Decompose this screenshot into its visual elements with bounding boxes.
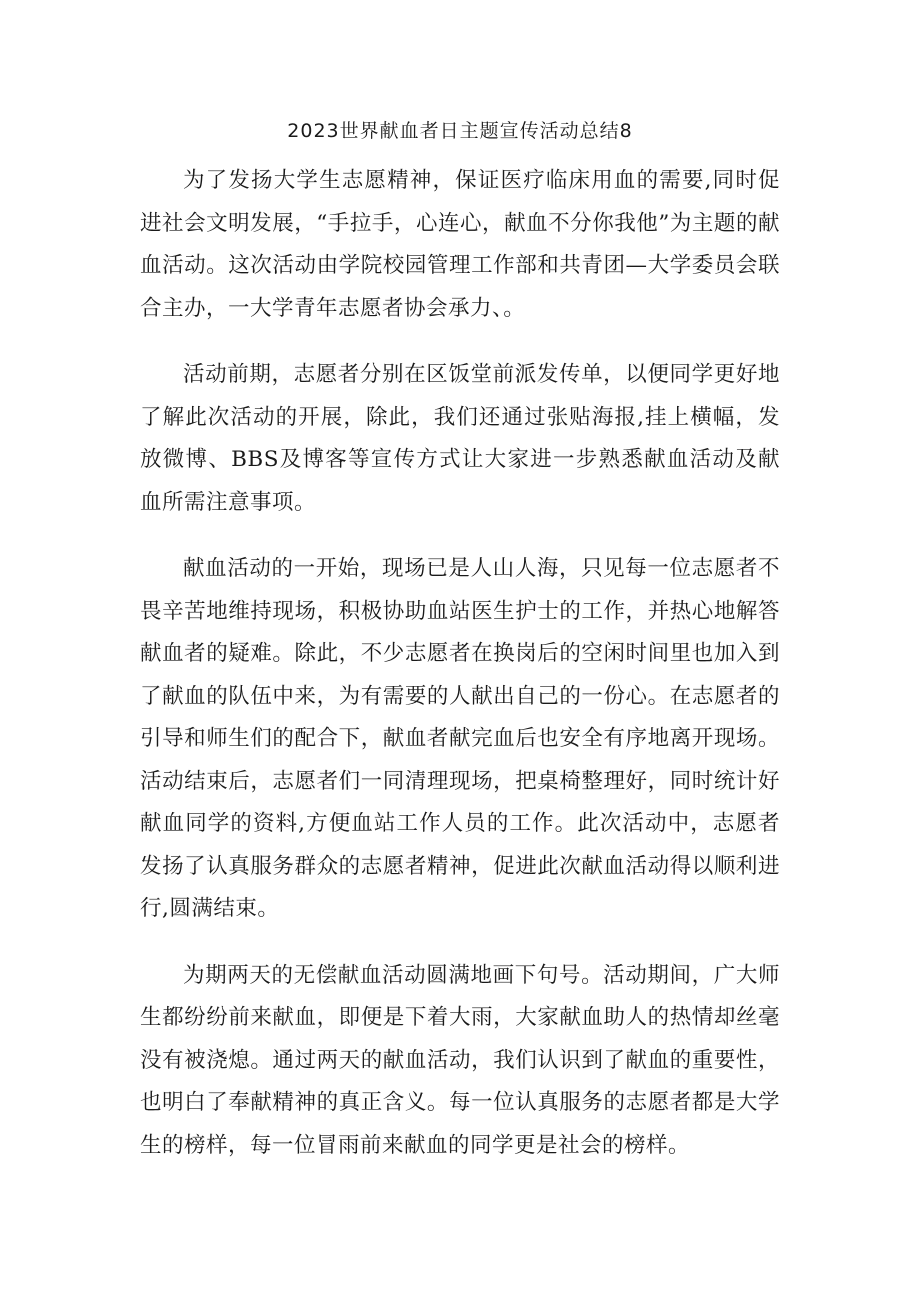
paragraph-2: 活动前期，志愿者分别在区饭堂前派发传单，以便同学更好地了解此次活动的开展，除此，我们还通过张贴海报,挂上横幅，发放微博、BBS及博客等宣传方式让大家进一步熟悉献血活动及献血所需注意事项。 [140,362,780,515]
document-body [140,160,780,1191]
paragraph-1: 为了发扬大学生志愿精神，保证医疗临床用血的需要,同时促进社会文明发展，“手拉手，心连心，献血不分你我他”为主题的献血活动。这次活动由学院校园管理工作部和共青团—大学委员会联合主办，一大学青年志愿者协会承力、。 [140,168,780,321]
document-title: 2023世界献血者日主题宣传活动总结8 [287,120,633,142]
paragraph-3: 献血活动的一开始，现场已是人山人海，只见每一位志愿者不畏辛苦地维持现场，积极协助血站医生护士的工作，并热心地解答献血者的疑难。除此，不少志愿者在换岗后的空闲时间里也加入到了献血的队伍中来，为有需要的人献出自己的一份心。在志愿者的引导和师生们的配合下，献血者献完血后也安全有序地离开现场。活动结束后，志愿者们一同清理现场，把桌椅整理好，同时统计好献血同学的资料,方便血站工作人员的工作。此次活动中，志愿者发扬了认真服务群众的志愿者精神，促进此次献血活动得以顺利进行,圆满结束。 [140,556,780,921]
paragraph-4: 为期两天的无偿献血活动圆满地画下句号。活动期间，广大师生都纷纷前来献血，即便是下着大雨，大家献血助人的热情却丝毫没有被浇熄。通过两天的献血活动，我们认识到了献血的重要性，也明白了奉献精神的真正含义。每一位认真服务的志愿者都是大学生的榜样，每一位冒雨前来献血的同学更是社会的榜样。 [140,962,780,1158]
